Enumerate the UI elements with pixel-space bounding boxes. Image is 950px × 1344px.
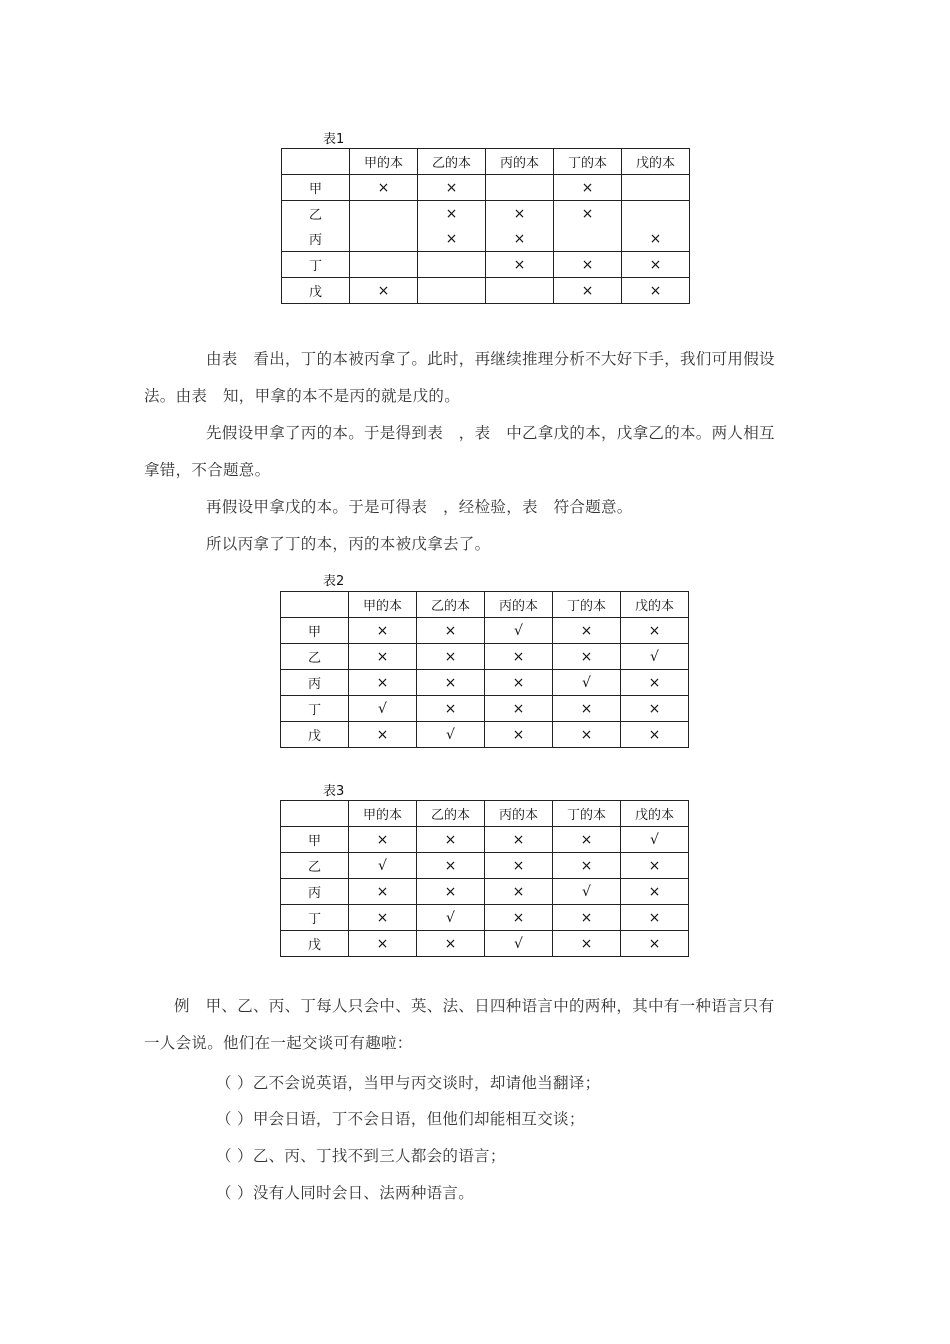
table-cell: √ xyxy=(621,827,689,853)
option-4: （ ）没有人同时会日、法两种语言。 xyxy=(216,1184,475,1202)
column-header: 乙的本 xyxy=(417,592,485,618)
table-row xyxy=(281,827,689,853)
table-row xyxy=(281,618,689,644)
row-header: 乙 xyxy=(282,201,350,227)
table-cell: × xyxy=(553,722,621,748)
table-cell: × xyxy=(621,879,689,905)
paragraph-3 xyxy=(144,489,808,526)
paragraph-2 xyxy=(144,415,808,489)
table-cell: × xyxy=(553,931,621,957)
column-header: 戊的本 xyxy=(622,149,690,175)
table-cell: × xyxy=(350,175,418,201)
column-header: 丁的本 xyxy=(554,149,622,175)
table-cell xyxy=(350,226,418,252)
table-cell: √ xyxy=(349,696,417,722)
column-header: 丁的本 xyxy=(553,801,621,827)
table-cell xyxy=(486,175,554,201)
table3 xyxy=(280,800,689,957)
table-cell: × xyxy=(553,618,621,644)
table-cell: × xyxy=(417,618,485,644)
table-cell: × xyxy=(350,278,418,304)
table-cell: × xyxy=(554,201,622,227)
table-cell: × xyxy=(485,722,553,748)
table-cell: × xyxy=(349,618,417,644)
row-header: 甲 xyxy=(281,618,349,644)
table-cell: × xyxy=(553,905,621,931)
table-cell: × xyxy=(553,827,621,853)
table-row xyxy=(281,696,689,722)
table-cell: × xyxy=(349,879,417,905)
column-header: 乙的本 xyxy=(417,801,485,827)
table1-header-row xyxy=(282,149,690,175)
table-cell: × xyxy=(553,696,621,722)
table-cell: × xyxy=(417,670,485,696)
row-header: 戊 xyxy=(282,278,350,304)
table-cell: × xyxy=(485,644,553,670)
table-cell: √ xyxy=(417,722,485,748)
table-cell: √ xyxy=(349,853,417,879)
table-cell: × xyxy=(417,644,485,670)
table-cell: × xyxy=(417,853,485,879)
column-header: 甲的本 xyxy=(349,801,417,827)
table2-caption: 表2 xyxy=(323,574,345,589)
paragraph-1-line-2: 法。由表 知，甲拿的本不是丙的就是戊的。 xyxy=(144,387,461,405)
column-header: 丙的本 xyxy=(486,149,554,175)
table-corner xyxy=(281,592,349,618)
table-row xyxy=(281,853,689,879)
table-cell xyxy=(486,278,554,304)
table-row xyxy=(282,252,690,278)
table-cell: × xyxy=(349,722,417,748)
row-header: 戊 xyxy=(281,722,349,748)
table-cell: × xyxy=(554,278,622,304)
row-header: 丙 xyxy=(281,879,349,905)
column-header: 丁的本 xyxy=(553,592,621,618)
table3-header-row xyxy=(281,801,689,827)
table-cell: × xyxy=(621,670,689,696)
paragraph-4 xyxy=(144,526,808,563)
table2-header-row xyxy=(281,592,689,618)
paragraph-4-text: 所以丙拿了丁的本，丙的本被戊拿去了。 xyxy=(206,535,491,553)
table-cell xyxy=(554,226,622,252)
table-row xyxy=(281,879,689,905)
table-cell: × xyxy=(417,696,485,722)
table-cell: × xyxy=(486,252,554,278)
option-2: （ ）甲会日语，丁不会日语，但他们却能相互交谈； xyxy=(216,1110,585,1128)
table-row xyxy=(282,278,690,304)
table-row xyxy=(282,226,690,252)
column-header: 戊的本 xyxy=(621,801,689,827)
table-cell: × xyxy=(485,879,553,905)
table-cell: × xyxy=(554,252,622,278)
table-cell: × xyxy=(553,853,621,879)
row-header: 乙 xyxy=(281,853,349,879)
example-line-1: 例 甲、乙、丙、丁每人只会中、英、法、日四种语言中的两种，其中有一种语言只有 xyxy=(174,997,775,1015)
paragraph-2-line-2: 拿错，不合题意。 xyxy=(144,461,271,479)
table-row xyxy=(281,670,689,696)
table-cell xyxy=(418,278,486,304)
column-header: 丙的本 xyxy=(485,592,553,618)
row-header: 丙 xyxy=(281,670,349,696)
table-cell: × xyxy=(418,226,486,252)
row-header: 丁 xyxy=(282,252,350,278)
column-header: 甲的本 xyxy=(350,149,418,175)
table-cell: × xyxy=(486,226,554,252)
column-header: 丙的本 xyxy=(485,801,553,827)
table-cell: × xyxy=(621,853,689,879)
column-header: 戊的本 xyxy=(621,592,689,618)
table-cell xyxy=(622,201,690,227)
column-header: 乙的本 xyxy=(418,149,486,175)
table-cell: × xyxy=(553,644,621,670)
table-cell: √ xyxy=(485,618,553,644)
table-cell: × xyxy=(349,827,417,853)
table2 xyxy=(280,591,689,748)
row-header: 丁 xyxy=(281,905,349,931)
example-paragraph xyxy=(144,988,808,1062)
table-cell: × xyxy=(621,905,689,931)
row-header: 丙 xyxy=(282,226,350,252)
table-cell: × xyxy=(486,201,554,227)
option-3: （ ）乙、丙、丁找不到三人都会的语言； xyxy=(216,1147,506,1165)
table-cell: × xyxy=(349,670,417,696)
paragraph-1 xyxy=(144,341,808,415)
table-cell: × xyxy=(622,226,690,252)
table-row xyxy=(281,931,689,957)
table-cell: × xyxy=(485,853,553,879)
paragraph-3-text: 再假设甲拿戊的本。于是可得表 ，经检验，表 符合题意。 xyxy=(206,498,633,516)
table-cell: √ xyxy=(621,644,689,670)
table-cell: × xyxy=(418,175,486,201)
table-cell: × xyxy=(622,252,690,278)
row-header: 甲 xyxy=(282,175,350,201)
table-cell: × xyxy=(485,827,553,853)
table-cell: √ xyxy=(417,905,485,931)
column-header: 甲的本 xyxy=(349,592,417,618)
table-cell: × xyxy=(418,201,486,227)
table-corner xyxy=(281,801,349,827)
table-cell: × xyxy=(621,696,689,722)
table-cell: × xyxy=(417,931,485,957)
table-row xyxy=(282,201,690,227)
option-1: （ ）乙不会说英语，当甲与丙交谈时，却请他当翻译； xyxy=(216,1074,601,1092)
table-cell: × xyxy=(485,905,553,931)
paragraph-1-line-1: 由表 看出，丁的本被丙拿了。此时，再继续推理分析不大好下手，我们可用假设 xyxy=(206,350,775,368)
table-cell: × xyxy=(349,905,417,931)
row-header: 戊 xyxy=(281,931,349,957)
paragraph-2-line-1: 先假设甲拿了丙的本。于是得到表 ，表 中乙拿戊的本，戊拿乙的本。两人相互 xyxy=(206,424,775,442)
table-cell: × xyxy=(417,879,485,905)
table-cell: × xyxy=(621,722,689,748)
table-cell xyxy=(622,175,690,201)
table-cell: × xyxy=(622,278,690,304)
table-row xyxy=(281,644,689,670)
table-cell: × xyxy=(621,931,689,957)
table-cell xyxy=(350,201,418,227)
table-row xyxy=(281,905,689,931)
example-line-2: 一人会说。他们在一起交谈可有趣啦： xyxy=(144,1034,413,1052)
table-cell: √ xyxy=(553,879,621,905)
table-cell xyxy=(350,252,418,278)
table-cell: × xyxy=(349,644,417,670)
table3-caption: 表3 xyxy=(323,784,345,799)
table-cell xyxy=(418,252,486,278)
table-cell: × xyxy=(485,696,553,722)
table-cell: × xyxy=(554,175,622,201)
row-header: 丁 xyxy=(281,696,349,722)
row-header: 乙 xyxy=(281,644,349,670)
table-corner xyxy=(282,149,350,175)
table-cell: × xyxy=(417,827,485,853)
table-row xyxy=(282,175,690,201)
table1-caption: 表1 xyxy=(323,132,345,147)
table-cell: √ xyxy=(485,931,553,957)
table-cell: √ xyxy=(553,670,621,696)
row-header: 甲 xyxy=(281,827,349,853)
table-row xyxy=(281,722,689,748)
table-cell: × xyxy=(349,931,417,957)
table-cell: × xyxy=(485,670,553,696)
table-cell: × xyxy=(621,618,689,644)
table1 xyxy=(281,148,690,304)
